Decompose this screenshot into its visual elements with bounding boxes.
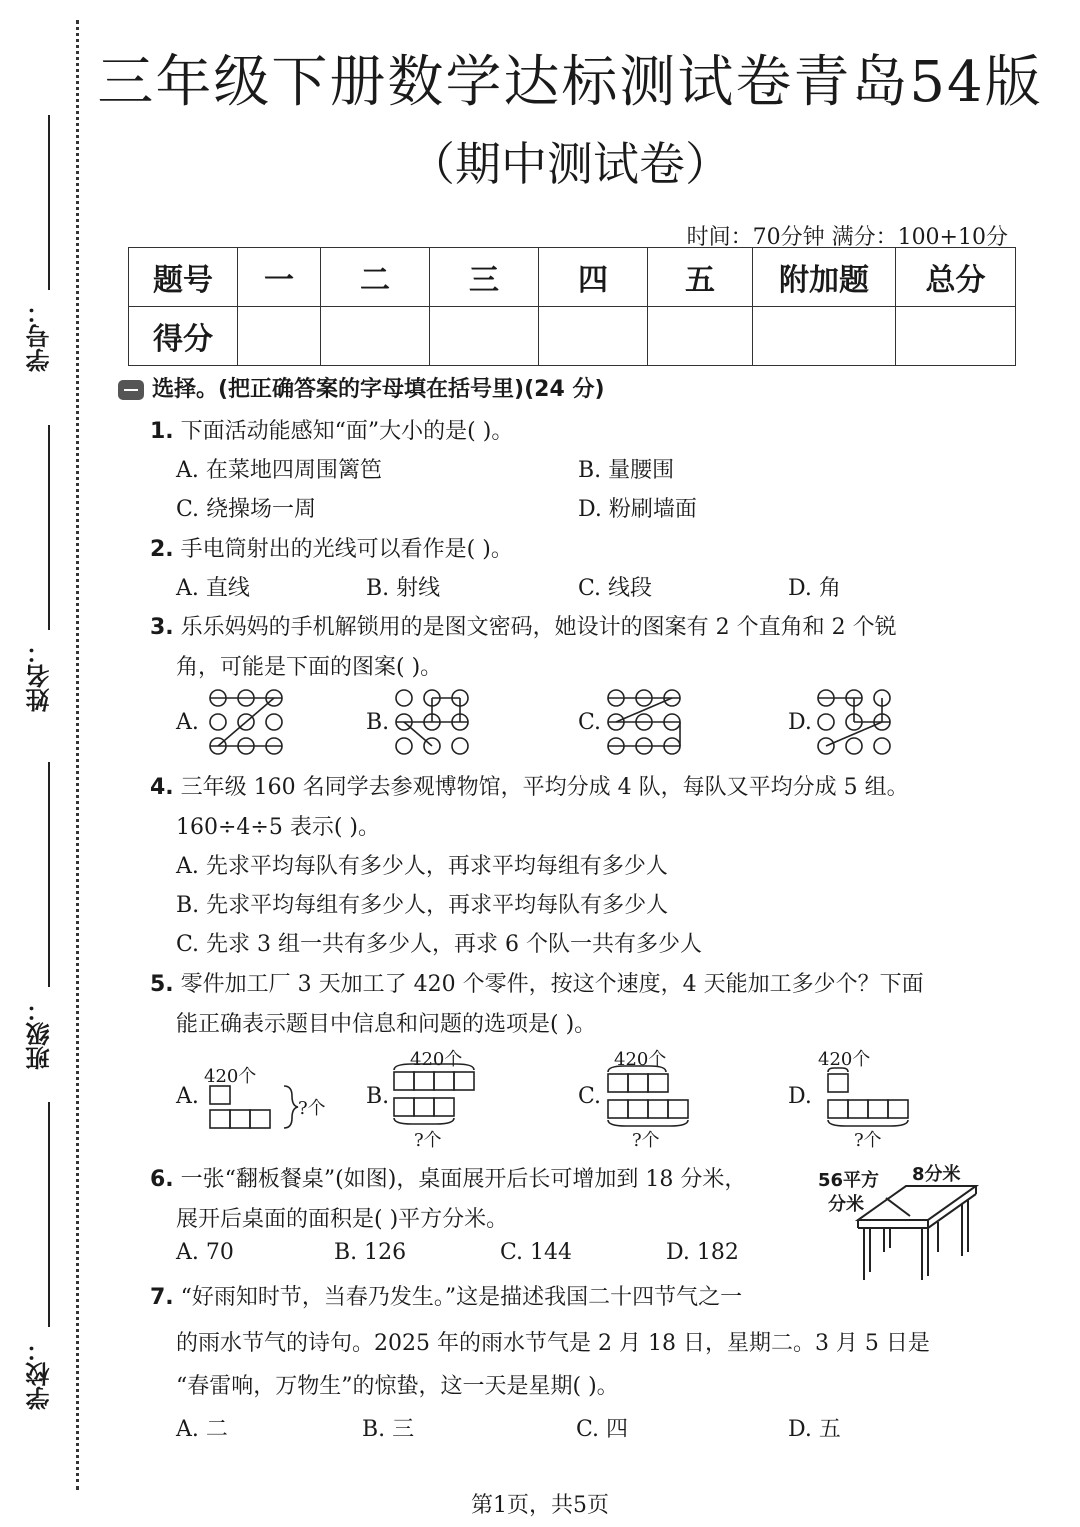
q2-option-b[interactable]: B. 射线 — [366, 576, 441, 601]
q6-figure-length-label: 8分米 — [912, 1164, 961, 1185]
q3-option-b[interactable]: B. — [366, 710, 390, 735]
score-cell[interactable] — [896, 307, 1016, 366]
q1-option-d[interactable]: D. 粉刷墙面 — [578, 497, 697, 522]
score-header-cell: 附加题 — [753, 248, 896, 307]
q7-option-a[interactable]: A. 二 — [176, 1417, 228, 1442]
school-line[interactable] — [48, 1102, 50, 1327]
question-number: 7. — [150, 1285, 174, 1310]
question-3 — [150, 610, 897, 641]
score-cell[interactable] — [648, 307, 753, 366]
q5-option-b[interactable]: B. — [366, 1084, 390, 1109]
score-header-cell: 四 — [539, 248, 648, 307]
q5-option-c[interactable]: C. — [578, 1084, 602, 1109]
name-label: 姓名： — [25, 640, 54, 712]
score-table — [128, 247, 1016, 366]
q5a-label-q: ?个 — [298, 1098, 326, 1119]
section-1-heading — [118, 372, 605, 403]
question-number: 4. — [150, 775, 174, 800]
question-number: 2. — [150, 537, 174, 562]
question-6-line-2: 展开后桌面的面积是( )平方分米。 — [176, 1207, 509, 1232]
question-number: 6. — [150, 1167, 174, 1192]
question-number: 1. — [150, 419, 174, 444]
question-4-line-2: 160÷4÷5 表示( )。 — [176, 815, 381, 840]
question-2 — [150, 532, 513, 563]
student-id-label: 学号： — [25, 300, 54, 372]
q5d-label-420: 420个 — [818, 1049, 871, 1070]
q5b-label-q: ?个 — [414, 1130, 442, 1151]
class-label: 班级： — [25, 998, 54, 1070]
section-number-badge-icon — [118, 380, 144, 400]
q5-option-a[interactable]: A. — [176, 1084, 199, 1109]
score-cell[interactable] — [430, 307, 539, 366]
q2-option-d[interactable]: D. 角 — [788, 576, 841, 601]
q4-option-a[interactable]: A. 先求平均每队有多少人，再求平均每组有多少人 — [176, 854, 668, 879]
question-text: 三年级 160 名同学去参观博物馆，平均分成 4 队，每队又平均分成 5 组。 — [180, 775, 909, 800]
score-header-cell: 五 — [648, 248, 753, 307]
q5-diagram-d-icon — [826, 1066, 916, 1132]
school-label: 学校： — [25, 1338, 54, 1410]
q6-figure-area-unit: 分米 — [828, 1194, 864, 1215]
exam-meta: 时间：70分钟 满分：100+10分 — [686, 225, 1008, 250]
q1-option-c[interactable]: C. 绕操场一周 — [176, 497, 317, 522]
question-text: “好雨知时节，当春乃发生。”这是描述我国二十四节气之一 — [180, 1285, 743, 1310]
score-header-cell: 二 — [321, 248, 430, 307]
question-text: 下面活动能感知“面”大小的是( )。 — [180, 419, 514, 444]
score-row-label: 得分 — [129, 307, 238, 366]
question-3-line-2: 角，可能是下面的图案( )。 — [176, 655, 443, 680]
q3-option-c[interactable]: C. — [578, 710, 602, 735]
q5c-label-q: ?个 — [632, 1130, 660, 1151]
name-line[interactable] — [48, 425, 50, 630]
score-cell[interactable] — [321, 307, 430, 366]
question-text: 手电筒射出的光线可以看作是( )。 — [180, 537, 513, 562]
question-5-line-2: 能正确表示题目中信息和问题的选项是( )。 — [176, 1012, 597, 1037]
q6-option-c[interactable]: C. 144 — [500, 1240, 573, 1265]
page-subtitle: （期中测试卷） — [409, 137, 731, 191]
section-1-title: 选择。(把正确答案的字母填在括号里)(24 分) — [152, 377, 605, 402]
score-header-cell: 一 — [238, 248, 321, 307]
q3-pattern-c-icon — [606, 688, 696, 758]
q7-option-c[interactable]: C. 四 — [576, 1417, 629, 1442]
q3-pattern-b-icon — [394, 688, 484, 758]
question-7-line-3: “春雷响，万物生”的惊蛰，这一天是星期( )。 — [176, 1374, 619, 1399]
score-table-header-row — [129, 248, 1016, 307]
question-number: 5. — [150, 972, 174, 997]
question-text: 一张“翻板餐桌”(如图)，桌面展开后长可增加到 18 分米， — [180, 1167, 747, 1192]
question-1 — [150, 414, 513, 445]
q3-pattern-d-icon — [816, 688, 906, 758]
q2-option-a[interactable]: A. 直线 — [176, 576, 250, 601]
question-number: 3. — [150, 615, 174, 640]
question-7 — [150, 1280, 742, 1311]
q3-option-a[interactable]: A. — [176, 710, 199, 735]
score-header-cell: 总分 — [896, 248, 1016, 307]
q3-pattern-a-icon — [204, 688, 294, 758]
q7-option-b[interactable]: B. 三 — [362, 1417, 415, 1442]
score-cell[interactable] — [539, 307, 648, 366]
q1-option-a[interactable]: A. 在菜地四周围篱笆 — [176, 458, 382, 483]
q1-option-b[interactable]: B. 量腰围 — [578, 458, 675, 483]
q4-option-c[interactable]: C. 先求 3 组一共有多少人，再求 6 个队一共有多少人 — [176, 932, 703, 957]
q5-option-d[interactable]: D. — [788, 1084, 812, 1109]
q4-option-b[interactable]: B. 先求平均每组有多少人，再求平均每队有多少人 — [176, 893, 669, 918]
q7-option-d[interactable]: D. 五 — [788, 1417, 841, 1442]
class-line[interactable] — [48, 762, 50, 987]
score-header-cell: 三 — [430, 248, 539, 307]
score-header-cell: 题号 — [129, 248, 238, 307]
q5-diagram-b-icon — [392, 1062, 482, 1128]
q6-folding-table-icon — [856, 1180, 986, 1286]
q5a-label-420: 420个 — [204, 1066, 257, 1087]
question-5 — [150, 967, 924, 998]
score-cell[interactable] — [753, 307, 896, 366]
page-title: 三年级下册数学达标测试卷青岛54版 — [97, 50, 1043, 115]
q6-option-a[interactable]: A. 70 — [176, 1240, 234, 1265]
binding-dotted-line — [76, 20, 79, 1490]
q5c-label-420: 420个 — [614, 1049, 667, 1070]
score-cell[interactable] — [238, 307, 321, 366]
question-7-line-2: 的雨水节气的诗句。2025 年的雨水节气是 2 月 18 日，星期二。3 月 5 日是 — [176, 1331, 930, 1356]
page-footer: 第1页，共5页 — [471, 1493, 609, 1518]
q5d-label-q: ?个 — [854, 1130, 882, 1151]
question-text: 乐乐妈妈的手机解锁用的是图文密码，她设计的图案有 2 个直角和 2 个锐 — [180, 615, 897, 640]
question-text: 零件加工厂 3 天加工了 420 个零件，按这个速度，4 天能加工多少个？下面 — [180, 972, 924, 997]
question-6 — [150, 1162, 746, 1193]
q2-option-c[interactable]: C. 线段 — [578, 576, 653, 601]
q3-option-d[interactable]: D. — [788, 710, 812, 735]
question-4 — [150, 770, 909, 801]
q6-option-b[interactable]: B. 126 — [334, 1240, 407, 1265]
q5-diagram-c-icon — [606, 1064, 696, 1130]
q5b-label-420: 420个 — [410, 1049, 463, 1070]
score-table-score-row — [129, 307, 1016, 366]
q6-option-d[interactable]: D. 182 — [666, 1240, 739, 1265]
q6-figure-area-label: 56平方 — [818, 1170, 880, 1191]
